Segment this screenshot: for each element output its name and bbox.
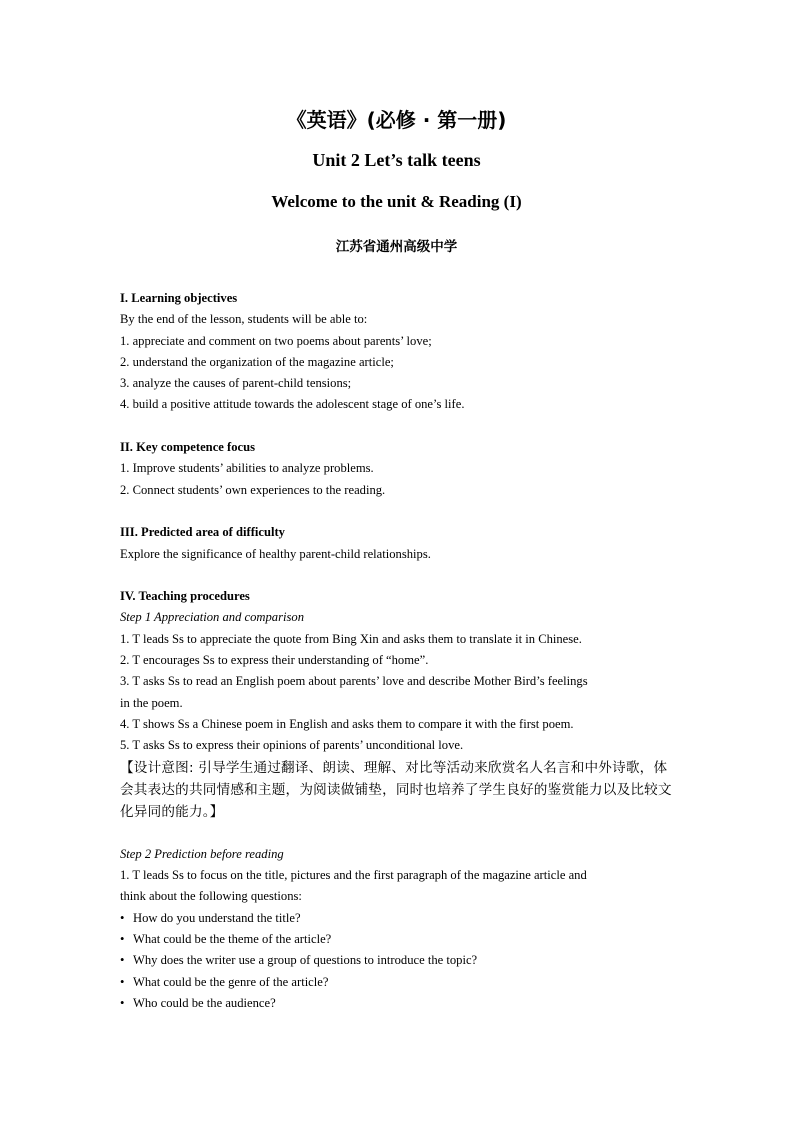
list-item: • Why does the writer use a group of questions to introduce the topic? xyxy=(120,950,680,971)
list-item: 4. build a positive attitude towards the adolescent stage of one’s life. xyxy=(120,397,465,412)
list-item: • What could be the genre of the article? xyxy=(120,972,680,993)
list-item: • How do you understand the title? xyxy=(120,908,680,929)
list-item: 1. appreciate and comment on two poems about parents’ love; xyxy=(120,333,432,348)
list-item: 1. Improve students’ abilities to analyze problems. xyxy=(120,461,374,476)
step2-intro-line1: 1. T leads Ss to focus on the title, pictures and the first paragraph of the magazine article and xyxy=(120,868,587,883)
difficulty-text: Explore the significance of healthy parent-child relationships. xyxy=(120,546,431,561)
book-title: 《英语》(必修 · 第一册) xyxy=(286,108,507,132)
section-heading-objectives: I. Learning objectives xyxy=(120,291,238,305)
design-note: 【设计意图: 引导学生通过翻译、朗读、理解、对比等活动来欣赏名人名言和中外诗歌，体会其表达的共同情感和主题，为阅读做铺垫，同时也培养了学生良好的鉴赏能力以及比较文化异同的能力。】 xyxy=(120,759,672,820)
list-item: in the poem. xyxy=(120,695,183,710)
step1-title: Step 1 Appreciation and comparison xyxy=(120,610,304,625)
list-item: 3. analyze the causes of parent-child tensions; xyxy=(120,376,352,391)
lesson-title: Welcome to the unit & Reading (I) xyxy=(271,192,522,211)
objectives-intro: By the end of the lesson, students will be able to: xyxy=(120,312,368,327)
section-heading-competence: II. Key competence focus xyxy=(120,440,256,455)
list-item: • What could be the theme of the article? xyxy=(120,929,680,950)
list-item: • Who could be the audience? xyxy=(120,993,680,1014)
school-name: 江苏省通州高级中学 xyxy=(335,239,458,255)
list-item: 2. Connect students’ own experiences to the reading. xyxy=(120,482,386,497)
section-heading-difficulty: III. Predicted area of difficulty xyxy=(120,525,285,540)
step2-title: Step 2 Prediction before reading xyxy=(120,846,284,861)
section-heading-procedures: IV. Teaching procedures xyxy=(120,589,250,604)
list-item: 4. T shows Ss a Chinese poem in English and asks them to compare it with the first poem. xyxy=(120,716,574,731)
list-item: 3. T asks Ss to read an English poem about parents’ love and describe Mother Bird’s feelings xyxy=(120,674,588,689)
list-item: 2. understand the organization of the magazine article; xyxy=(120,354,394,369)
list-item: 2. T encourages Ss to express their understanding of “home”. xyxy=(120,653,429,668)
unit-title: Unit 2 Let’s talk teens xyxy=(312,150,481,170)
list-item: 5. T asks Ss to express their opinions of parents’ unconditional love. xyxy=(120,738,464,753)
list-item: 1. T leads Ss to appreciate the quote from Bing Xin and asks them to translate it in Chinese. xyxy=(120,631,582,646)
document-body xyxy=(120,288,680,1014)
step2-intro-line2: think about the following questions: xyxy=(120,889,302,904)
